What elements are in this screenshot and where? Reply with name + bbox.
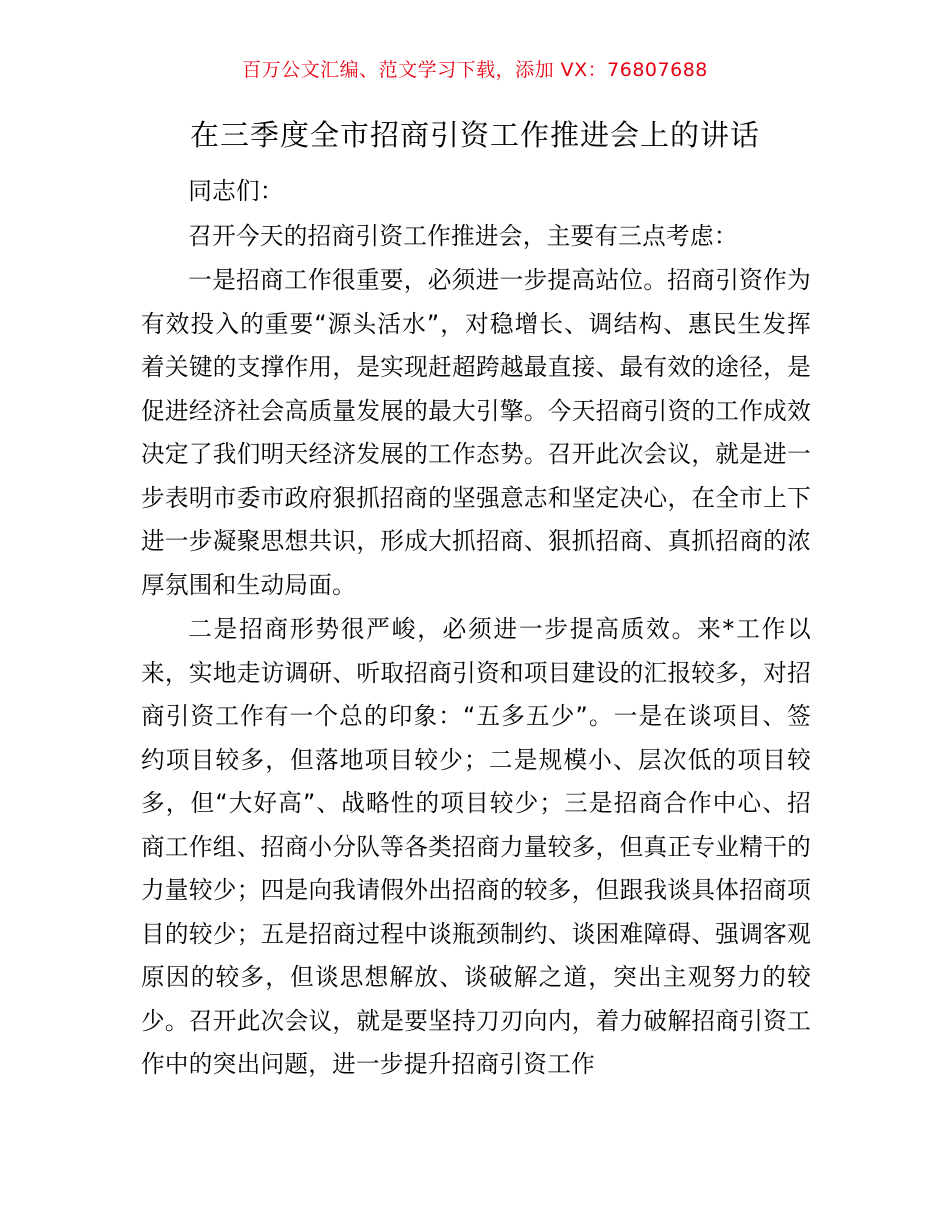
paragraph-point-one: 一是招商工作很重要，必须进一步提高站位。招商引资作为有效投入的重要“源头活水”，对稳增长、调结构、惠民生发挥着关键的支撑作用，是实现赶超跨越最直接、最有效的途径，是促进经济社会高质量发展的最大引擎。今天招商引资的工作成效决定了我们明天经济发展的工作态势。召开此次会议，就是进一步表明市委市政府狠抓招商的坚强意志和坚定决心，在全市上下进一步凝聚思想共识，形成大抓招商、狠抓招商、真抓招商的浓厚氛围和生动局面。 xyxy=(141,266,811,599)
document-body xyxy=(141,170,811,1087)
download-banner: 百万公文汇编、范文学习下载，添加 VX：76807688 xyxy=(242,59,708,81)
salutation: 同志们： xyxy=(188,177,284,205)
document-title: 在三季度全市招商引资工作推进会上的讲话 xyxy=(189,118,760,152)
paragraph-point-two: 二是招商形势很严峻，必须进一步提高质效。来*工作以来，实地走访调研、听取招商引资和项目建设的汇报较多，对招商引资工作有一个总的印象：“五多五少”。一是在谈项目、签约项目较多，但落地项目较少；二是规模小、层次低的项目较多，但“大好高”、战略性的项目较少；三是招商合作中心、招商工作组、招商小分队等各类招商力量较多，但真正专业精干的力量较少；四是向我请假外出招商的较多，但跟我谈具体招商项目的较少；五是招商过程中谈瓶颈制约、谈困难障碍、强调客观原因的较多，但谈思想解放、谈破解之道，突出主观努力的较少。召开此次会议，就是要坚持刀刃向内，着力破解招商引资工作中的突出问题，进一步提升招商引资工作 xyxy=(141,615,811,1078)
paragraph-intro: 召开今天的招商引资工作推进会，主要有三点考虑： xyxy=(188,221,738,250)
